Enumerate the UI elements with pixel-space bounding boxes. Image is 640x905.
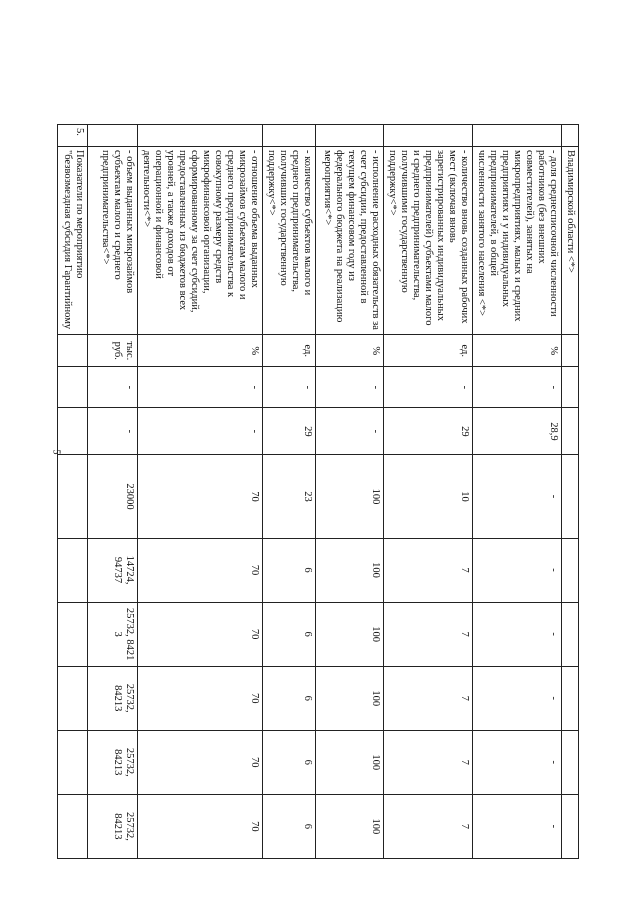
cell-value: 25732, 8421 3 (88, 602, 138, 666)
table-row (88, 125, 138, 859)
cell-value: 6 (263, 730, 316, 794)
cell-indicator: Показатели по мероприятию "безвозмездная субсидия Гарантийному (58, 147, 88, 335)
cell-unit: ед. (384, 335, 473, 367)
cell-num (473, 125, 562, 147)
cell-value: 25732, 84213 (88, 730, 138, 794)
cell-value: 28,9 (473, 408, 562, 455)
cell-value: - (138, 367, 263, 408)
cell-unit: % (473, 335, 562, 367)
cell-value: 29 (384, 408, 473, 455)
cell-unit: % (138, 335, 263, 367)
cell-num (138, 125, 263, 147)
cell-value: 70 (138, 730, 263, 794)
rotated-content (62, 124, 579, 859)
rotated-page (62, 124, 579, 859)
cell-value: 70 (138, 538, 263, 602)
cell-value: - (316, 367, 384, 408)
cell-num: 5. (58, 125, 88, 147)
cell-value: 70 (138, 794, 263, 858)
cell-value: 100 (316, 455, 384, 538)
cell-value: - (473, 730, 562, 794)
cell-value: 7 (384, 730, 473, 794)
cell-value: - (473, 455, 562, 538)
cell-num (88, 125, 138, 147)
cell-value: 23000 (88, 455, 138, 538)
cell-value: 7 (384, 538, 473, 602)
cell-value: 70 (138, 602, 263, 666)
cell-value: 10 (384, 455, 473, 538)
cell-num (384, 125, 473, 147)
cell-value: - (473, 367, 562, 408)
cell-value: 100 (316, 602, 384, 666)
cell-value: 7 (384, 602, 473, 666)
cell-value: - (473, 794, 562, 858)
cell-value: 14724, 94737 (88, 538, 138, 602)
cell-value: - (473, 666, 562, 730)
cell-value: - (473, 602, 562, 666)
table-row (316, 125, 384, 859)
cell-value: 100 (316, 794, 384, 858)
table-row-intro (562, 125, 579, 859)
cell-unit: тыс. руб. (88, 335, 138, 367)
cell-value: 70 (138, 455, 263, 538)
cell-indicator: - количество субъектов малого и среднего предпринимательства, получивших государственную поддержку<*> (263, 147, 316, 335)
cell-value: 6 (263, 666, 316, 730)
cell-value: - (138, 408, 263, 455)
cell-unit: ед. (263, 335, 316, 367)
cell-value: - (88, 367, 138, 408)
cell-value: - (316, 408, 384, 455)
cell-num (263, 125, 316, 147)
cell-num (316, 125, 384, 147)
cell-value: 6 (263, 794, 316, 858)
cell-value: 7 (384, 666, 473, 730)
page-number: 5 (50, 449, 62, 455)
cell-value: 100 (316, 666, 384, 730)
cell-value: - (473, 538, 562, 602)
cell-indicator: - исполнение расходных обязательств за счет субсидии, предоставленной в текущем финансовом году из федерального бюджета на реализацию мероприятия<*> (316, 147, 384, 335)
cell-value: - (384, 367, 473, 408)
cell-unit: % (316, 335, 384, 367)
cell-indicator: - количество вновь созданных рабочих мест (включая вновь зарегистрированных индивидуальных предпринимателей) субъектами малого и среднего предпринимательства, получившими государственную поддержку<*> (384, 147, 473, 335)
cell-value: - (263, 367, 316, 408)
cell-value: 7 (384, 794, 473, 858)
cell-value: 25732, 84213 (88, 794, 138, 858)
cell-value: 100 (316, 538, 384, 602)
table-row (473, 125, 562, 859)
cell-indicator: - объем выданных микрозаймов субъектам малого и среднего предпринимательства<*> (88, 147, 138, 335)
cell-value: 6 (263, 602, 316, 666)
table-row (138, 125, 263, 859)
table-row (384, 125, 473, 859)
cell-value: 100 (316, 730, 384, 794)
cell-value: 23 (263, 455, 316, 538)
table-row-section-5 (58, 125, 88, 859)
cell-indicator: Владимирской области <*> (562, 147, 579, 335)
cell-num (562, 125, 579, 147)
cell-value: 25732, 84213 (88, 666, 138, 730)
table-row (263, 125, 316, 859)
cell-indicator: - доля среднесписочной численности работников (без внешних совместителей), занятых на микропредприятиях, малых и средних предприятиях и у индивидуальных предпринимателей, в общей численности занятого населения <*> (473, 147, 562, 335)
indicators-table (57, 124, 579, 859)
cell-value: 70 (138, 666, 263, 730)
cell-value: 6 (263, 538, 316, 602)
cell-indicator: - отношение объема выданных микрозаймов субъектам малого и среднего предпринимательства к совокупному размеру средств микрофинансовой организации, сформированному за счет субсидий, предоставленных из бюджетов всех уровней, а также доходов от операционной и финансовой деятельности<*> (138, 147, 263, 335)
cell-value: - (88, 408, 138, 455)
cell-value: 29 (263, 408, 316, 455)
